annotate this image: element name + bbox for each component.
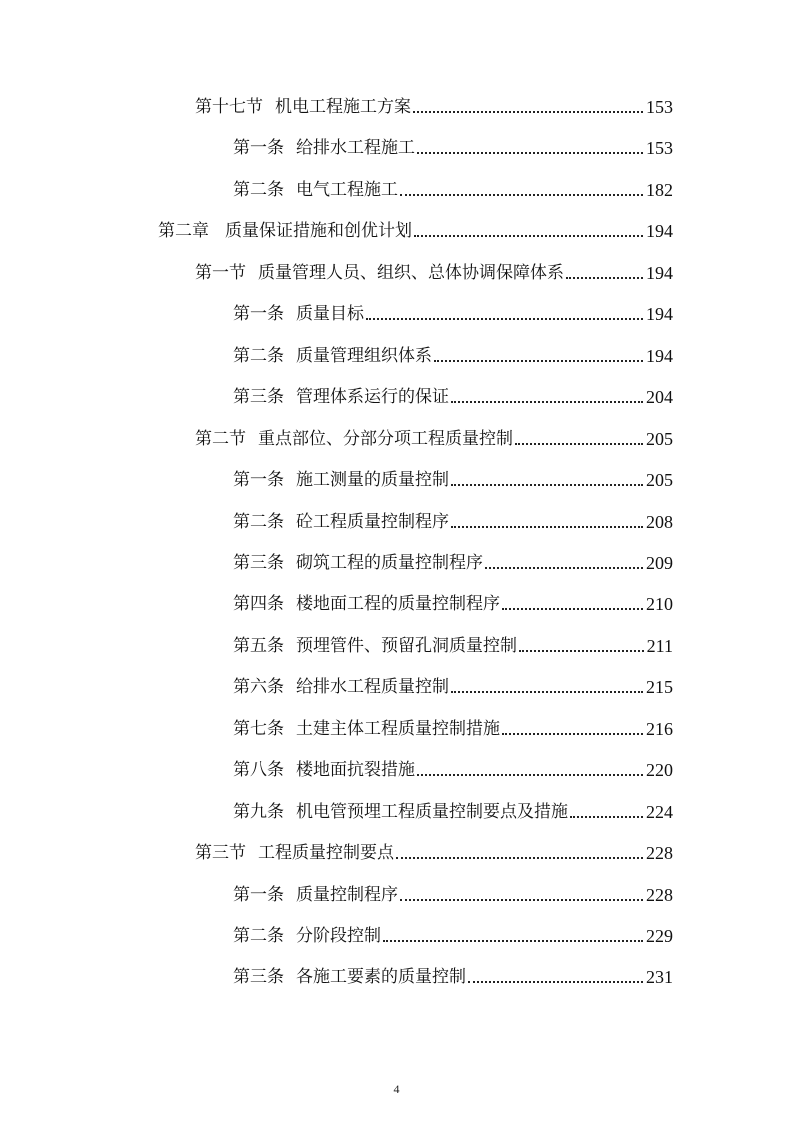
toc-dot-leader <box>502 733 643 735</box>
toc-entry[interactable] <box>233 672 673 698</box>
toc-entry-page: 209 <box>646 552 673 573</box>
toc-entry-title: 施工测量的质量控制 <box>296 470 449 491</box>
toc-entry-number: 第一条 <box>233 304 284 325</box>
toc-entry-title: 预埋管件、预留孔洞质量控制 <box>296 635 517 656</box>
toc-dot-leader <box>519 650 644 652</box>
toc-dot-leader <box>451 526 643 528</box>
toc-entry-page: 231 <box>646 967 673 988</box>
toc-entry-number: 第二条 <box>233 179 284 200</box>
toc-dot-leader <box>396 857 643 859</box>
toc-entry-title: 质量目标 <box>296 304 364 325</box>
toc-entry[interactable] <box>195 838 673 864</box>
toc-dot-leader <box>414 235 643 237</box>
toc-entry-number: 第二条 <box>233 511 284 532</box>
toc-entry-title: 电气工程施工 <box>296 179 398 200</box>
toc-dot-leader <box>502 608 643 610</box>
toc-entry-number: 第一条 <box>233 138 284 159</box>
toc-dot-leader <box>383 940 643 942</box>
toc-entry[interactable] <box>233 175 673 201</box>
toc-entry-page: 194 <box>646 262 673 283</box>
toc-entry[interactable] <box>233 797 673 823</box>
toc-entry-title: 管理体系运行的保证 <box>296 387 449 408</box>
toc-entry-title: 机电工程施工方案 <box>275 97 411 117</box>
toc-entry-number: 第七条 <box>233 718 284 739</box>
page-number: 4 <box>393 1082 400 1096</box>
toc-dot-leader <box>566 277 643 279</box>
toc-entry-title: 工程质量控制要点 <box>258 843 394 864</box>
toc-entry-number: 第一条 <box>233 470 284 491</box>
toc-entry-number: 第二条 <box>233 926 284 946</box>
toc-entry-page: 194 <box>646 221 673 242</box>
toc-entry[interactable] <box>233 465 673 491</box>
toc-entry[interactable] <box>233 299 673 325</box>
toc-entry-page: 220 <box>646 760 673 781</box>
toc-entry-title: 楼地面抗裂措施 <box>296 760 415 781</box>
toc-entry-number: 第三节 <box>195 843 246 864</box>
toc-entry-number: 第三条 <box>233 552 284 573</box>
toc-entry-page: 194 <box>646 345 673 366</box>
toc-entry-title: 重点部位、分部分项工程质量控制 <box>258 428 513 449</box>
toc-dot-leader <box>485 567 643 569</box>
toc-entry-page: 194 <box>646 304 673 325</box>
toc-entry[interactable] <box>233 341 673 367</box>
toc-entry-title: 各施工要素的质量控制 <box>296 967 466 988</box>
toc-entry-page: 224 <box>646 801 673 822</box>
toc-entry-number: 第二条 <box>233 345 284 366</box>
toc-entry-number: 第六条 <box>233 677 284 698</box>
toc-dot-leader <box>451 484 643 486</box>
toc-entry-title: 质量管理人员、组织、总体协调保障体系 <box>258 262 564 283</box>
toc-entry[interactable] <box>233 714 673 740</box>
toc-entry-page: 205 <box>646 428 673 449</box>
toc-entry-title: 质量控制程序 <box>296 884 398 905</box>
toc-entry[interactable] <box>233 133 673 159</box>
toc-entry-title: 土建主体工程质量控制措施 <box>296 718 500 739</box>
toc-dot-leader <box>417 152 643 154</box>
toc-entry-number: 第五条 <box>233 635 284 656</box>
toc-entry-page: 228 <box>646 843 673 864</box>
toc-dot-leader <box>400 899 643 901</box>
toc-entry-title: 给排水工程施工 <box>296 138 415 159</box>
toc-dot-leader <box>468 981 643 983</box>
toc-dot-leader <box>451 691 643 693</box>
toc-entry[interactable] <box>195 424 673 450</box>
toc-entry-title: 楼地面工程的质量控制程序 <box>296 594 500 615</box>
toc-entry[interactable] <box>233 880 673 906</box>
toc-entry[interactable] <box>233 589 673 615</box>
toc-dot-leader <box>434 360 643 362</box>
toc-entry-number: 第二章 <box>158 221 209 242</box>
toc-entry-number: 第十七节 <box>195 97 263 117</box>
toc-entry-title: 给排水工程质量控制 <box>296 677 449 698</box>
toc-dot-leader <box>451 401 643 403</box>
toc-entry-title: 分阶段控制 <box>296 926 381 946</box>
toc-entry-title: 砼工程质量控制程序 <box>296 511 449 532</box>
toc-entry-number: 第九条 <box>233 801 284 822</box>
toc-entry-page: 153 <box>646 138 673 159</box>
toc-entry-page: 215 <box>646 677 673 698</box>
toc-entry-page: 228 <box>646 884 673 905</box>
toc-entry-number: 第三条 <box>233 967 284 988</box>
toc-dot-leader <box>413 111 643 113</box>
toc-dot-leader <box>417 774 643 776</box>
toc-entry-title: 砌筑工程的质量控制程序 <box>296 552 483 573</box>
toc-entry-page: 208 <box>646 511 673 532</box>
toc-entry-title: 质量保证措施和创优计划 <box>225 221 412 242</box>
toc-entry[interactable] <box>158 216 673 242</box>
toc-entry-page: 210 <box>646 594 673 615</box>
toc-entry[interactable] <box>195 92 673 118</box>
toc-dot-leader <box>515 443 643 445</box>
toc-entry-page: 211 <box>646 635 673 656</box>
toc-entry-number: 第一条 <box>233 884 284 905</box>
toc-entry-page: 216 <box>646 718 673 739</box>
toc-entry[interactable] <box>233 631 673 657</box>
toc-entry-page: 153 <box>646 97 673 117</box>
toc-entry[interactable] <box>233 548 673 574</box>
toc-entry-number: 第三条 <box>233 387 284 408</box>
toc-entry-number: 第四条 <box>233 594 284 615</box>
toc-entry[interactable] <box>233 507 673 533</box>
toc-entry-number: 第八条 <box>233 760 284 781</box>
toc-entry-title: 质量管理组织体系 <box>296 345 432 366</box>
toc-entry-page: 182 <box>646 179 673 200</box>
toc-entry-page: 204 <box>646 387 673 408</box>
toc-entry-number: 第一节 <box>195 262 246 283</box>
toc-entry-page: 229 <box>646 926 673 946</box>
toc-entry[interactable] <box>233 921 673 947</box>
toc-entry[interactable] <box>195 258 673 284</box>
toc-entry-page: 205 <box>646 470 673 491</box>
toc-dot-leader <box>400 194 643 196</box>
toc-entry-title: 机电管预埋工程质量控制要点及措施 <box>296 801 568 822</box>
toc-dot-leader <box>570 816 643 818</box>
toc-entry-number: 第二节 <box>195 428 246 449</box>
toc-entry[interactable] <box>233 382 673 408</box>
toc-entry[interactable] <box>233 755 673 781</box>
toc-entry[interactable] <box>233 962 673 988</box>
toc-dot-leader <box>366 318 643 320</box>
